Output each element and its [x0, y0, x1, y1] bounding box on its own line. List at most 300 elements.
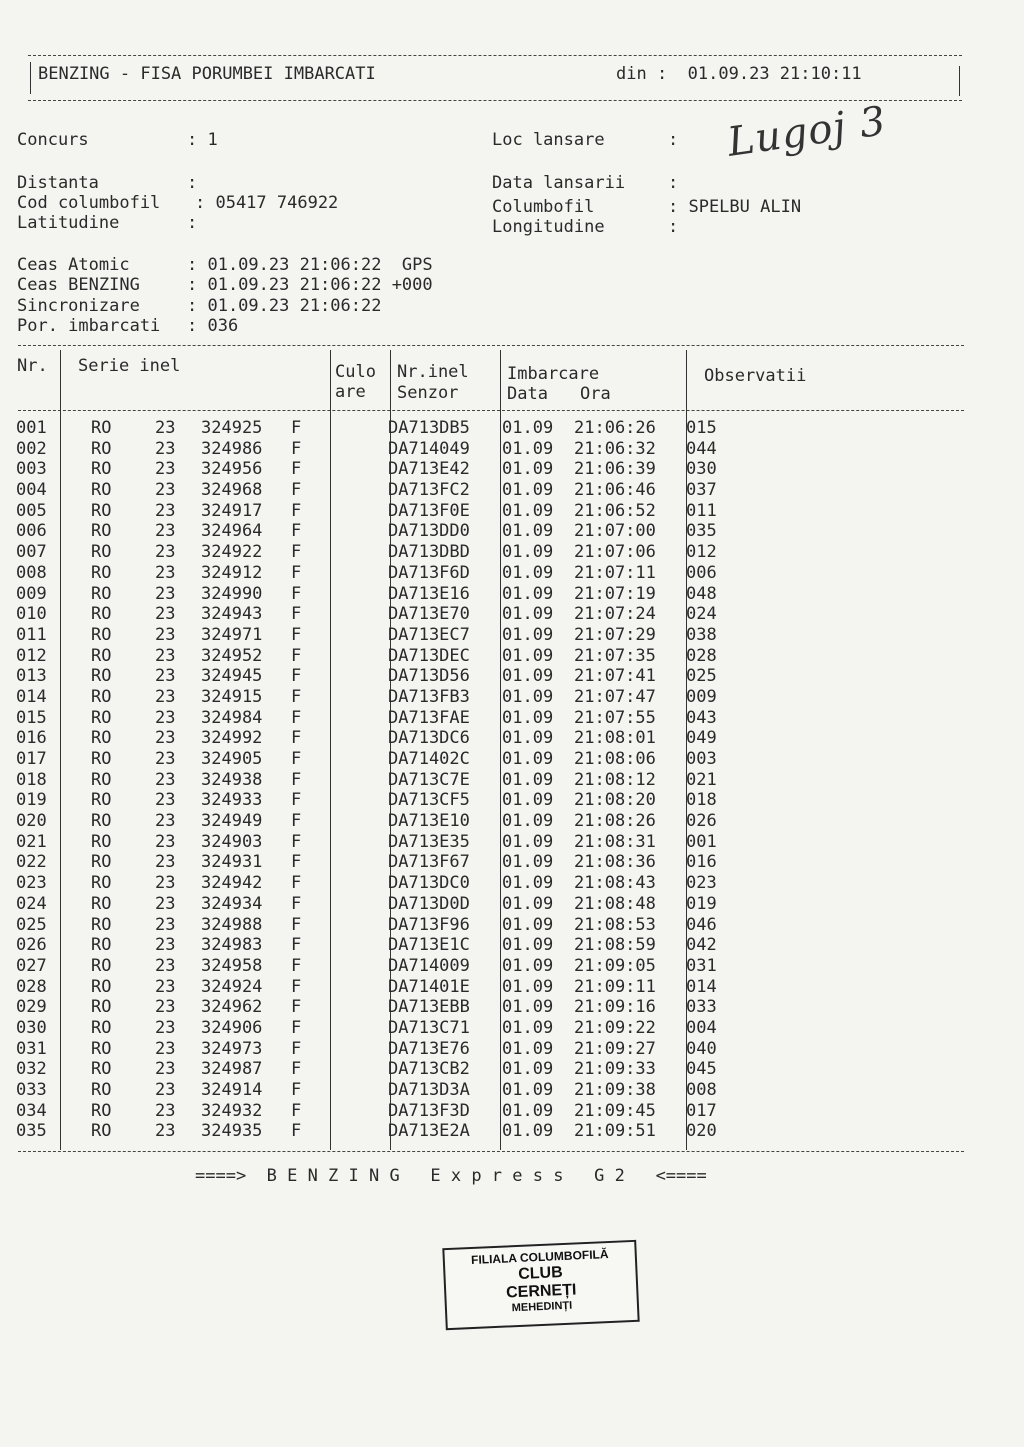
table-row	[16, 790, 746, 811]
row-sensor: DA713E70	[388, 604, 470, 625]
row-year: 23	[155, 1121, 176, 1142]
row-observation: 011	[686, 500, 717, 521]
row-sex: F	[291, 624, 302, 645]
row-sex: F	[291, 935, 302, 956]
row-ring-number: 324958	[201, 955, 263, 976]
info-longitudine: Longitudine :	[492, 217, 679, 237]
row-sex: F	[291, 831, 302, 852]
table-row	[16, 811, 746, 832]
row-sensor: DA713F96	[388, 914, 470, 935]
row-nr: 007	[16, 542, 47, 563]
row-year: 23	[155, 1080, 176, 1100]
row-sex: F	[291, 852, 302, 873]
row-date: 01.09	[502, 831, 554, 852]
row-time: 21:08:36	[574, 852, 656, 873]
row-country: RO	[91, 480, 112, 501]
row-sensor: DA713C7E	[388, 769, 470, 790]
row-ring-number: 324905	[201, 749, 263, 769]
row-observation: 030	[686, 459, 717, 480]
row-year: 23	[155, 418, 176, 438]
stamp-line-1: FILIALA COLUMBOFILĂ	[470, 1247, 609, 1268]
row-time: 21:08:20	[574, 790, 656, 811]
row-observation: 025	[686, 666, 717, 687]
row-country: RO	[91, 666, 112, 687]
row-observation: 023	[686, 873, 717, 894]
clock-benzing: Ceas BENZING : 01.09.23 21:06:22 +000	[17, 275, 433, 295]
row-nr: 025	[16, 914, 47, 935]
row-observation: 046	[686, 914, 717, 935]
row-color	[321, 915, 382, 936]
row-date: 01.09	[502, 790, 554, 811]
row-sensor: DA713FAE	[388, 707, 470, 728]
table-row	[16, 521, 746, 542]
row-sex: F	[291, 914, 302, 935]
row-country: RO	[91, 790, 112, 811]
row-country: RO	[91, 935, 112, 956]
row-observation: 014	[686, 976, 717, 997]
row-color	[321, 459, 382, 480]
row-sensor: DA713FC2	[388, 480, 470, 501]
handwritten-location: Lugoj 3	[724, 98, 890, 166]
row-ring-number: 324914	[201, 1080, 263, 1100]
row-observation: 040	[686, 1038, 717, 1059]
row-nr: 020	[16, 811, 47, 832]
row-time: 21:07:55	[574, 707, 656, 728]
row-observation: 008	[686, 1080, 717, 1100]
col-header-nrinel-2: Senzor	[397, 383, 459, 403]
row-sensor: DA713DC0	[388, 873, 470, 894]
row-time: 21:09:45	[574, 1100, 656, 1121]
row-time: 21:07:24	[574, 604, 656, 625]
row-time: 21:09:27	[574, 1038, 656, 1059]
row-color	[321, 852, 382, 873]
row-nr: 003	[16, 459, 47, 480]
row-year: 23	[155, 728, 176, 749]
row-date: 01.09	[502, 624, 554, 645]
row-time: 21:07:35	[574, 645, 656, 666]
table-row	[16, 1018, 746, 1039]
row-year: 23	[155, 976, 176, 997]
row-sensor: DA713DC6	[388, 728, 470, 749]
row-observation: 019	[686, 893, 717, 914]
row-sex: F	[291, 955, 302, 976]
row-time: 21:08:48	[574, 893, 656, 914]
row-observation: 016	[686, 852, 717, 873]
row-observation: 006	[686, 562, 717, 583]
row-ring-number: 324934	[201, 893, 263, 914]
row-date: 01.09	[502, 1121, 554, 1142]
row-observation: 048	[686, 583, 717, 604]
table-row	[16, 1101, 746, 1122]
row-sensor: DA713DD0	[388, 521, 470, 542]
row-date: 01.09	[502, 728, 554, 749]
row-year: 23	[155, 1059, 176, 1080]
row-date: 01.09	[502, 562, 554, 583]
row-color	[321, 873, 382, 894]
row-sex: F	[291, 893, 302, 914]
row-observation: 003	[686, 749, 717, 769]
row-year: 23	[155, 893, 176, 914]
row-color	[321, 604, 382, 625]
row-date: 01.09	[502, 935, 554, 956]
row-ring-number: 324924	[201, 976, 263, 997]
row-date: 01.09	[502, 707, 554, 728]
row-sex: F	[291, 459, 302, 480]
row-sex: F	[291, 500, 302, 521]
row-color	[321, 749, 382, 770]
row-ring-number: 324915	[201, 686, 263, 707]
row-ring-number: 324925	[201, 418, 263, 438]
table-row	[16, 584, 746, 605]
header-right-border	[959, 66, 960, 96]
row-country: RO	[91, 583, 112, 604]
row-sex: F	[291, 438, 302, 459]
row-sensor: DA714049	[388, 438, 470, 459]
table-row	[16, 915, 746, 936]
row-year: 23	[155, 645, 176, 666]
row-color	[321, 439, 382, 460]
row-sensor: DA713DBD	[388, 542, 470, 563]
info-data-lansarii: Data lansarii :	[492, 173, 679, 193]
row-country: RO	[91, 831, 112, 852]
row-ring-number: 324987	[201, 1059, 263, 1080]
row-date: 01.09	[502, 1100, 554, 1121]
row-year: 23	[155, 500, 176, 521]
row-sensor: DA713CB2	[388, 1059, 470, 1080]
row-sex: F	[291, 769, 302, 790]
row-ring-number: 324943	[201, 604, 263, 625]
table-header-top-border	[18, 345, 964, 346]
row-color	[321, 1039, 382, 1060]
print-date-label: din :	[616, 64, 668, 84]
row-nr: 024	[16, 893, 47, 914]
row-country: RO	[91, 893, 112, 914]
row-ring-number: 324988	[201, 914, 263, 935]
row-country: RO	[91, 1080, 112, 1100]
table-row	[16, 625, 746, 646]
row-nr: 021	[16, 831, 47, 852]
row-sex: F	[291, 562, 302, 583]
row-sex: F	[291, 1038, 302, 1059]
row-ring-number: 324973	[201, 1038, 263, 1059]
row-observation: 015	[686, 418, 717, 438]
row-sex: F	[291, 666, 302, 687]
row-time: 21:08:53	[574, 914, 656, 935]
info-concurs: Concurs : 1	[17, 130, 218, 150]
row-sex: F	[291, 604, 302, 625]
row-nr: 013	[16, 666, 47, 687]
row-sensor: DA713F0E	[388, 500, 470, 521]
row-time: 21:07:00	[574, 521, 656, 542]
row-sensor: DA71402C	[388, 749, 470, 769]
row-sensor: DA713E2A	[388, 1121, 470, 1142]
row-ring-number: 324971	[201, 624, 263, 645]
row-time: 21:09:05	[574, 955, 656, 976]
col-header-observatii: Observatii	[704, 366, 807, 386]
table-row	[16, 935, 746, 956]
row-date: 01.09	[502, 542, 554, 563]
row-observation: 024	[686, 604, 717, 625]
row-nr: 002	[16, 438, 47, 459]
row-country: RO	[91, 624, 112, 645]
row-sensor: DA713FB3	[388, 686, 470, 707]
row-sensor: DA713EBB	[388, 997, 470, 1018]
row-observation: 012	[686, 542, 717, 563]
row-observation: 042	[686, 935, 717, 956]
row-observation: 001	[686, 831, 717, 852]
row-time: 21:09:33	[574, 1059, 656, 1080]
row-year: 23	[155, 790, 176, 811]
club-stamp	[442, 1240, 639, 1330]
row-nr: 026	[16, 935, 47, 956]
row-nr: 018	[16, 769, 47, 790]
row-country: RO	[91, 438, 112, 459]
row-sex: F	[291, 1017, 302, 1038]
row-sex: F	[291, 749, 302, 769]
row-date: 01.09	[502, 997, 554, 1018]
row-time: 21:07:19	[574, 583, 656, 604]
row-date: 01.09	[502, 604, 554, 625]
table-row	[16, 604, 746, 625]
row-country: RO	[91, 914, 112, 935]
row-observation: 018	[686, 790, 717, 811]
row-color	[321, 1121, 382, 1142]
row-ring-number: 324906	[201, 1017, 263, 1038]
row-color	[321, 811, 382, 832]
row-country: RO	[91, 459, 112, 480]
row-ring-number: 324938	[201, 769, 263, 790]
row-year: 23	[155, 438, 176, 459]
row-sensor: DA713CF5	[388, 790, 470, 811]
row-nr: 016	[16, 728, 47, 749]
row-sensor: DA713C71	[388, 1017, 470, 1038]
row-nr: 008	[16, 562, 47, 583]
row-date: 01.09	[502, 852, 554, 873]
row-ring-number: 324942	[201, 873, 263, 894]
row-nr: 030	[16, 1017, 47, 1038]
row-sensor: DA713F3D	[388, 1100, 470, 1121]
row-nr: 005	[16, 500, 47, 521]
row-date: 01.09	[502, 583, 554, 604]
row-year: 23	[155, 914, 176, 935]
row-sensor: DA713E16	[388, 583, 470, 604]
row-color	[321, 935, 382, 956]
row-country: RO	[91, 1038, 112, 1059]
row-year: 23	[155, 873, 176, 894]
table-row	[16, 646, 746, 667]
table-row	[16, 873, 746, 894]
row-year: 23	[155, 604, 176, 625]
col-header-culoare-2: are	[335, 382, 366, 402]
row-country: RO	[91, 562, 112, 583]
row-nr: 028	[16, 976, 47, 997]
table-row	[16, 1121, 746, 1142]
row-date: 01.09	[502, 955, 554, 976]
row-sex: F	[291, 728, 302, 749]
row-ring-number: 324984	[201, 707, 263, 728]
row-observation: 045	[686, 1059, 717, 1080]
row-country: RO	[91, 728, 112, 749]
row-date: 01.09	[502, 686, 554, 707]
row-nr: 004	[16, 480, 47, 501]
row-country: RO	[91, 997, 112, 1018]
table-row	[16, 542, 746, 563]
row-time: 21:08:59	[574, 935, 656, 956]
row-year: 23	[155, 749, 176, 769]
row-country: RO	[91, 542, 112, 563]
row-sex: F	[291, 645, 302, 666]
table-row	[16, 563, 746, 584]
row-nr: 017	[16, 749, 47, 769]
row-nr: 027	[16, 955, 47, 976]
row-time: 21:06:46	[574, 480, 656, 501]
row-sensor: DA713E1C	[388, 935, 470, 956]
header-bottom-border	[28, 100, 962, 101]
row-observation: 049	[686, 728, 717, 749]
row-country: RO	[91, 1121, 112, 1142]
row-color	[321, 521, 382, 542]
row-color	[321, 1101, 382, 1122]
row-year: 23	[155, 955, 176, 976]
table-row	[16, 977, 746, 998]
row-year: 23	[155, 521, 176, 542]
row-sex: F	[291, 811, 302, 832]
row-date: 01.09	[502, 645, 554, 666]
pigeon-table-body	[16, 418, 746, 1142]
row-sex: F	[291, 521, 302, 542]
row-country: RO	[91, 873, 112, 894]
stamp-line-2: CLUB	[517, 1264, 564, 1283]
col-header-imbarcare: Imbarcare	[507, 364, 600, 384]
row-country: RO	[91, 500, 112, 521]
row-color	[321, 584, 382, 605]
row-sex: F	[291, 997, 302, 1018]
row-sensor: DA713E35	[388, 831, 470, 852]
table-row	[16, 501, 746, 522]
row-date: 01.09	[502, 666, 554, 687]
row-year: 23	[155, 459, 176, 480]
row-color	[321, 770, 382, 791]
row-ring-number: 324952	[201, 645, 263, 666]
row-ring-number: 324968	[201, 480, 263, 501]
row-sensor: DA71401E	[388, 976, 470, 997]
row-year: 23	[155, 852, 176, 873]
row-observation: 009	[686, 686, 717, 707]
row-nr: 001	[16, 418, 47, 438]
pigeon-table	[16, 418, 746, 1142]
table-row	[16, 770, 746, 791]
row-country: RO	[91, 955, 112, 976]
row-time: 21:06:26	[574, 418, 656, 438]
row-country: RO	[91, 1017, 112, 1038]
row-color	[321, 1059, 382, 1080]
row-date: 01.09	[502, 873, 554, 894]
row-country: RO	[91, 1059, 112, 1080]
row-year: 23	[155, 542, 176, 563]
row-ring-number: 324945	[201, 666, 263, 687]
row-country: RO	[91, 707, 112, 728]
row-date: 01.09	[502, 1038, 554, 1059]
stamp-line-4: MEHEDINȚI	[511, 1299, 573, 1315]
row-date: 01.09	[502, 418, 554, 438]
row-observation: 021	[686, 769, 717, 790]
row-ring-number: 324935	[201, 1121, 263, 1142]
row-sex: F	[291, 1121, 302, 1142]
row-nr: 011	[16, 624, 47, 645]
table-row	[16, 997, 746, 1018]
info-distanta: Distanta :	[17, 173, 198, 193]
row-observation: 038	[686, 624, 717, 645]
row-time: 21:06:52	[574, 500, 656, 521]
row-observation: 043	[686, 707, 717, 728]
row-color	[321, 501, 382, 522]
row-country: RO	[91, 769, 112, 790]
table-row	[16, 728, 746, 749]
row-ring-number: 324990	[201, 583, 263, 604]
row-sensor: DA713D3A	[388, 1080, 470, 1100]
row-observation: 037	[686, 480, 717, 501]
clock-sincronizare: Sincronizare : 01.09.23 21:06:22	[17, 296, 382, 316]
row-year: 23	[155, 1038, 176, 1059]
row-color	[321, 418, 382, 439]
row-ring-number: 324962	[201, 997, 263, 1018]
table-row	[16, 1039, 746, 1060]
row-country: RO	[91, 1100, 112, 1121]
row-time: 21:07:06	[574, 542, 656, 563]
row-ring-number: 324949	[201, 811, 263, 832]
col-header-nr: Nr.	[17, 356, 48, 376]
row-observation: 033	[686, 997, 717, 1018]
col-header-serie: Serie inel	[78, 356, 181, 376]
row-time: 21:07:11	[574, 562, 656, 583]
row-country: RO	[91, 811, 112, 832]
row-time: 21:06:39	[574, 459, 656, 480]
row-time: 21:08:26	[574, 811, 656, 832]
row-year: 23	[155, 831, 176, 852]
row-country: RO	[91, 645, 112, 666]
porumbei-imbarcati: Por. imbarcati : 036	[17, 316, 239, 336]
row-sensor: DA713D0D	[388, 893, 470, 914]
row-year: 23	[155, 707, 176, 728]
row-nr: 019	[16, 790, 47, 811]
row-observation: 044	[686, 438, 717, 459]
row-nr: 034	[16, 1100, 47, 1121]
row-sex: F	[291, 542, 302, 563]
row-nr: 022	[16, 852, 47, 873]
row-date: 01.09	[502, 976, 554, 997]
row-nr: 023	[16, 873, 47, 894]
row-sex: F	[291, 480, 302, 501]
row-observation: 035	[686, 521, 717, 542]
row-country: RO	[91, 749, 112, 769]
row-time: 21:09:11	[574, 976, 656, 997]
row-nr: 012	[16, 645, 47, 666]
row-color	[321, 894, 382, 915]
row-sensor: DA713F6D	[388, 562, 470, 583]
row-time: 21:08:06	[574, 749, 656, 769]
row-year: 23	[155, 480, 176, 501]
footer-banner: ====> B E N Z I N G E x p r e s s G 2 <====	[195, 1166, 707, 1186]
row-nr: 035	[16, 1121, 47, 1142]
row-time: 21:07:41	[574, 666, 656, 687]
row-year: 23	[155, 1100, 176, 1121]
row-date: 01.09	[502, 438, 554, 459]
row-color	[321, 977, 382, 998]
row-time: 21:07:29	[574, 624, 656, 645]
row-time: 21:08:31	[574, 831, 656, 852]
row-ring-number: 324931	[201, 852, 263, 873]
row-ring-number: 324956	[201, 459, 263, 480]
